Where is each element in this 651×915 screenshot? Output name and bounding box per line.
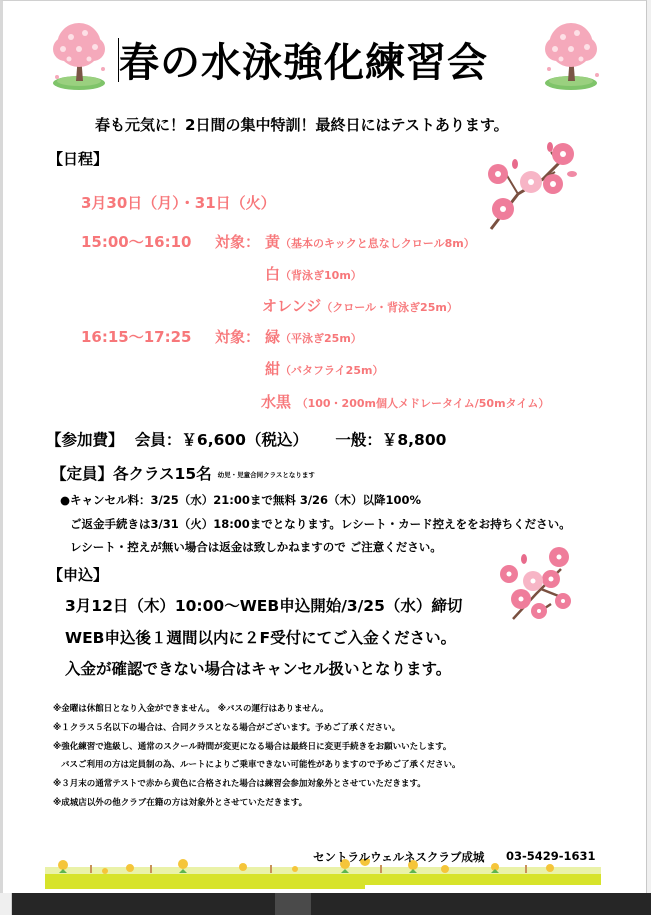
horizontal-scrollbar[interactable] <box>12 893 651 915</box>
class-green <box>265 326 362 347</box>
class-white <box>265 263 362 284</box>
class-name: オレンジ <box>262 297 322 315</box>
vertical-scrollbar[interactable] <box>647 0 651 893</box>
cherry-tree-icon <box>43 19 115 91</box>
class-name: 紺 <box>265 360 281 378</box>
cherry-branch-icon <box>491 539 576 624</box>
class-name: 緑 <box>265 328 281 346</box>
capacity-value: 各クラス15名 <box>113 465 212 483</box>
club-phone: 03-5429-1631 <box>506 849 596 863</box>
fee-heading: 【参加費】 <box>46 431 124 449</box>
refund-deadline: ご返金手続きは3/31（火）18:00までとなります。レシート・カード控えををお持ちください。 <box>70 517 571 531</box>
class-detail: （平泳ぎ25m） <box>280 332 362 345</box>
class-name: 黄 <box>265 233 281 251</box>
note-item: ※金曜は休館日となり入金ができません。 ※バスの運行はありません。 <box>53 704 329 714</box>
application-period: 3月12日（木）10:00～WEB申込開始/3/25（水）締切 <box>65 597 463 615</box>
class-yellow <box>265 231 475 252</box>
note-item: ※成城店以外の他クラブ在籍の方は対象外とさせていただきます。 <box>53 798 308 808</box>
session-target-label-2: 対象： <box>215 328 261 346</box>
class-name: 白 <box>265 265 281 283</box>
subtitle: 春も元気に！2日間の集中特訓！最終日にはテストあります。 <box>95 116 509 134</box>
class-detail: （100・200m個人メドレータイム/50mタイム） <box>296 397 550 410</box>
schedule-dates: 3月30日（月）・31日（火） <box>81 194 276 212</box>
capacity-heading: 【定員】 <box>51 465 114 483</box>
class-name: 水黒 <box>261 393 292 411</box>
note-item: ※３月末の通常テストで赤から黄色に合格された場合は練習会参加対象外とさせていただきます。 <box>53 779 426 789</box>
session-time-1: 15:00～16:10 <box>81 233 192 251</box>
fee-member: 会員：￥6,600（税込） <box>134 431 308 449</box>
application-heading: 【申込】 <box>48 566 109 584</box>
fee-line <box>46 428 446 450</box>
scrollbar-thumb[interactable] <box>275 893 311 915</box>
capacity-note: 幼児・児童合同クラスとなります <box>217 471 315 479</box>
schedule-heading: 【日程】 <box>48 150 109 168</box>
note-item: ※強化練習で進級し、通常のスクール時間が変更になる場合は最終日に変更手続きをお願いいたします。 <box>53 742 452 752</box>
capacity-line <box>51 462 315 484</box>
payment-warning: 入金が確認できない場合はキャンセル扱いとなります。 <box>65 660 452 678</box>
note-item: ※１クラス５名以下の場合は、合同クラスとなる場合がございます。予めご了承ください。 <box>53 723 401 733</box>
class-light-blue-black <box>261 391 549 412</box>
class-detail: （背泳ぎ10m） <box>280 269 362 282</box>
cherry-tree-icon <box>535 19 607 91</box>
class-detail: （バタフライ25m） <box>280 364 384 377</box>
class-navy <box>265 358 383 379</box>
scrollbar-track[interactable] <box>12 893 651 915</box>
class-orange <box>262 295 458 316</box>
class-detail: （基本のキックと息なしクロール8m） <box>280 237 475 250</box>
refund-note: レシート・控えが無い場合は返金は致しかねますので ご注意ください。 <box>70 540 442 554</box>
page-title: 春の水泳強化練習会 <box>119 40 488 86</box>
session-time-2: 16:15～17:25 <box>81 328 192 346</box>
note-item: バスご利用の方は定員制の為、ルートによりご乗車できない可能性がありますので予めご了承ください。 <box>61 760 461 770</box>
fee-general: 一般：￥8,800 <box>335 431 447 449</box>
session-target-label-1: 対象： <box>215 233 261 251</box>
class-detail: （クロール・背泳ぎ25m） <box>321 301 458 314</box>
club-name: セントラルウェルネスクラブ成城 <box>313 850 485 864</box>
cherry-branch-icon <box>473 134 583 234</box>
scroll-corner <box>0 893 12 915</box>
payment-instruction: WEB申込後１週間以内に２F受付にてご入金ください。 <box>65 629 457 647</box>
cancellation-fee: ●キャンセル料：3/25（水）21:00まで無料 3/26（木）以降100% <box>60 493 422 507</box>
